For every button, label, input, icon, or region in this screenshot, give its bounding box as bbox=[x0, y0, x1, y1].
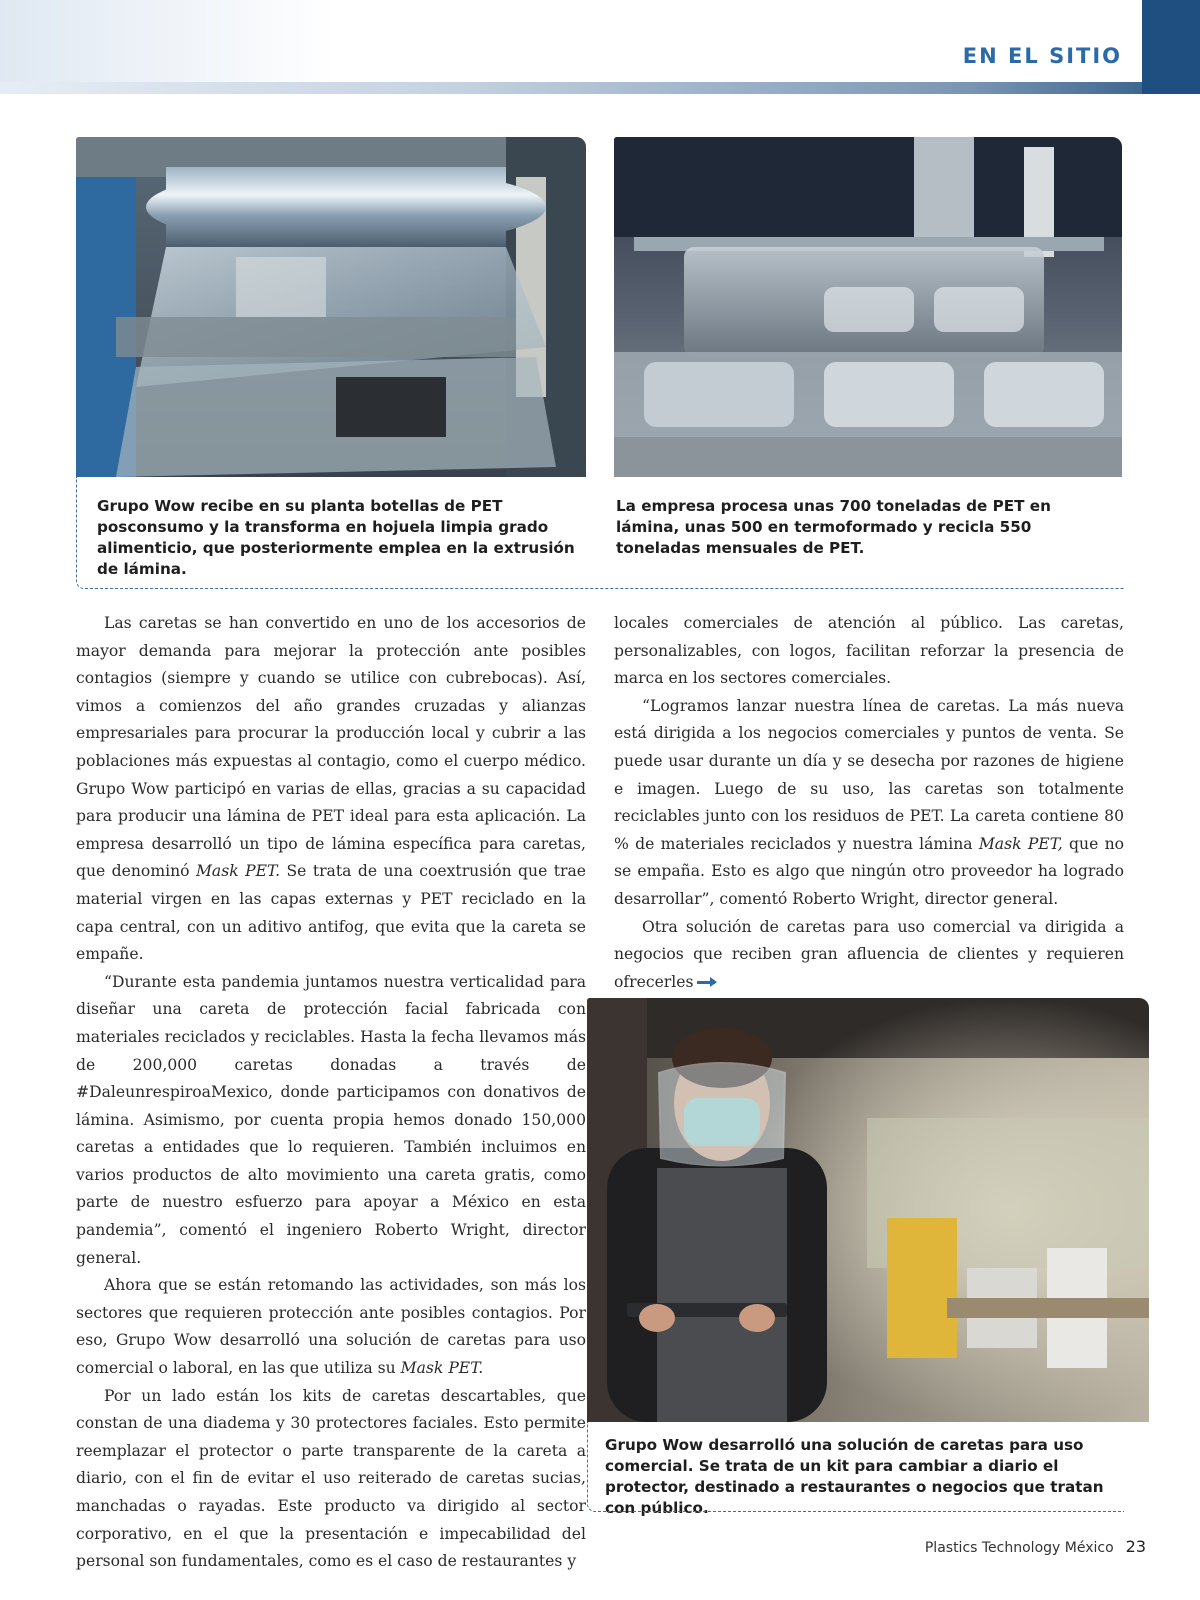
paragraph: Las caretas se han convertido en uno de los accesorios de mayor demanda para mejorar la protección ante posibles contagios (siempre y cuando se utilice con cubrebocas). Así, vimos a comienzos del año grandes cruzadas y alianzas empresariales para procurar la producción local y cubrir a las poblaciones más expuestas al contagio, como el cuerpo médico. Grupo Wow participó en varias de ellas, gracias a su capacidad para producir una lámina de PET ideal para esta aplicación. La empresa desarrolló un tipo de lámina específica para caretas, que denominó Mask PET. Se trata de una coextrusión que trae material virgen en las capas externas y PET reciclado en la capa central, con un aditivo antifog, que evita que la careta se empañe. bbox=[76, 614, 586, 964]
page-number: 23 bbox=[1125, 1537, 1146, 1556]
photo-caption: Grupo Wow recibe en su planta botellas de PET posconsumo y la transforma en hojuela limpia grado alimenticio, que posteriormente emplea en la extrusión de lámina. bbox=[97, 497, 575, 578]
photo-caption: La empresa procesa unas 700 toneladas de PET en lámina, unas 500 en termoformado y recicla 550 toneladas mensuales de PET. bbox=[616, 497, 1051, 557]
article-column-right bbox=[614, 610, 1124, 996]
photo-waitress-face-shield bbox=[587, 998, 1149, 1422]
paragraph: Por un lado están los kits de caretas descartables, que constan de una diadema y 30 protectores faciales. Esto permite reemplazar el protector o parte transparente de la careta a diario, con el fin de evitar el uso reiterado de caretas sucias, manchadas o rayadas. Este producto va dirigido al sector corporativo, en el que la presentación e impecabilidad del personal son fundamentales, como es el caso de restaurantes y bbox=[76, 1386, 586, 1571]
continue-arrow-icon bbox=[697, 981, 715, 984]
paragraph: “Logramos lanzar nuestra línea de caretas. La más nueva está dirigida a los negocios comerciales y puntos de venta. Se puede usar durante un día y se desecha por razones de higiene e imagen. Luego de su uso, las caretas son totalmente reciclables junto con los residuos de PET. La careta contiene 80 % de materiales reciclados y nuestra lámina Mask PET, que no se empaña. Esto es algo que ningún otro proveedor ha logrado desarrollar”, comentó Roberto Wright, director general. bbox=[614, 696, 1124, 908]
paragraph: “Durante esta pandemia juntamos nuestra verticalidad para diseñar una careta de protección facial fabricada con materiales reciclados y reciclables. Hasta la fecha llevamos más de 200,000 caretas donadas a través de #DaleunrespiroaMexico, donde participamos con donativos de lámina. Asimismo, por cuenta propia hemos donado 150,000 caretas a entidades que lo requieren. También incluimos en varios productos de alto movimiento una careta gratis, como parte de nuestro esfuerzo para apoyar a México en esta pandemia”, comentó el ingeniero Roberto Wright, director general. bbox=[76, 972, 586, 1267]
caption-frame bbox=[587, 1422, 1124, 1512]
publication-name: Plastics Technology México bbox=[924, 1540, 1114, 1556]
paragraph: Otra solución de caretas para uso comercial va dirigida a negocios que reciben gran afluencia de clientes y requieren ofrecerles bbox=[614, 917, 1124, 991]
header-corner-block bbox=[1142, 0, 1200, 94]
section-label: EN EL SITIO bbox=[962, 44, 1122, 68]
paragraph: Ahora que se están retomando las actividades, son más los sectores que requieren protección ante posibles contagios. Por eso, Grupo Wow desarrolló una solución de caretas para uso comercial o laboral, en las que utiliza su Mask PET. bbox=[76, 1276, 586, 1378]
caption-frame bbox=[76, 477, 1124, 589]
photo-caption: Grupo Wow desarrolló una solución de caretas para uso comercial. Se trata de un kit para cambiar a diario el protector, destinado a restaurantes o negocios que tratan con público. bbox=[605, 1436, 1104, 1517]
page-footer bbox=[925, 1537, 1146, 1556]
photo-thermoformed-trays bbox=[614, 137, 1122, 477]
photo-pet-extrusion bbox=[76, 137, 586, 477]
article-column-left bbox=[76, 610, 586, 1576]
header-rule bbox=[0, 82, 1142, 94]
paragraph: locales comerciales de atención al público. Las caretas, personalizables, con logos, facilitan reforzar la presencia de marca en los sectores comerciales. bbox=[614, 614, 1124, 688]
